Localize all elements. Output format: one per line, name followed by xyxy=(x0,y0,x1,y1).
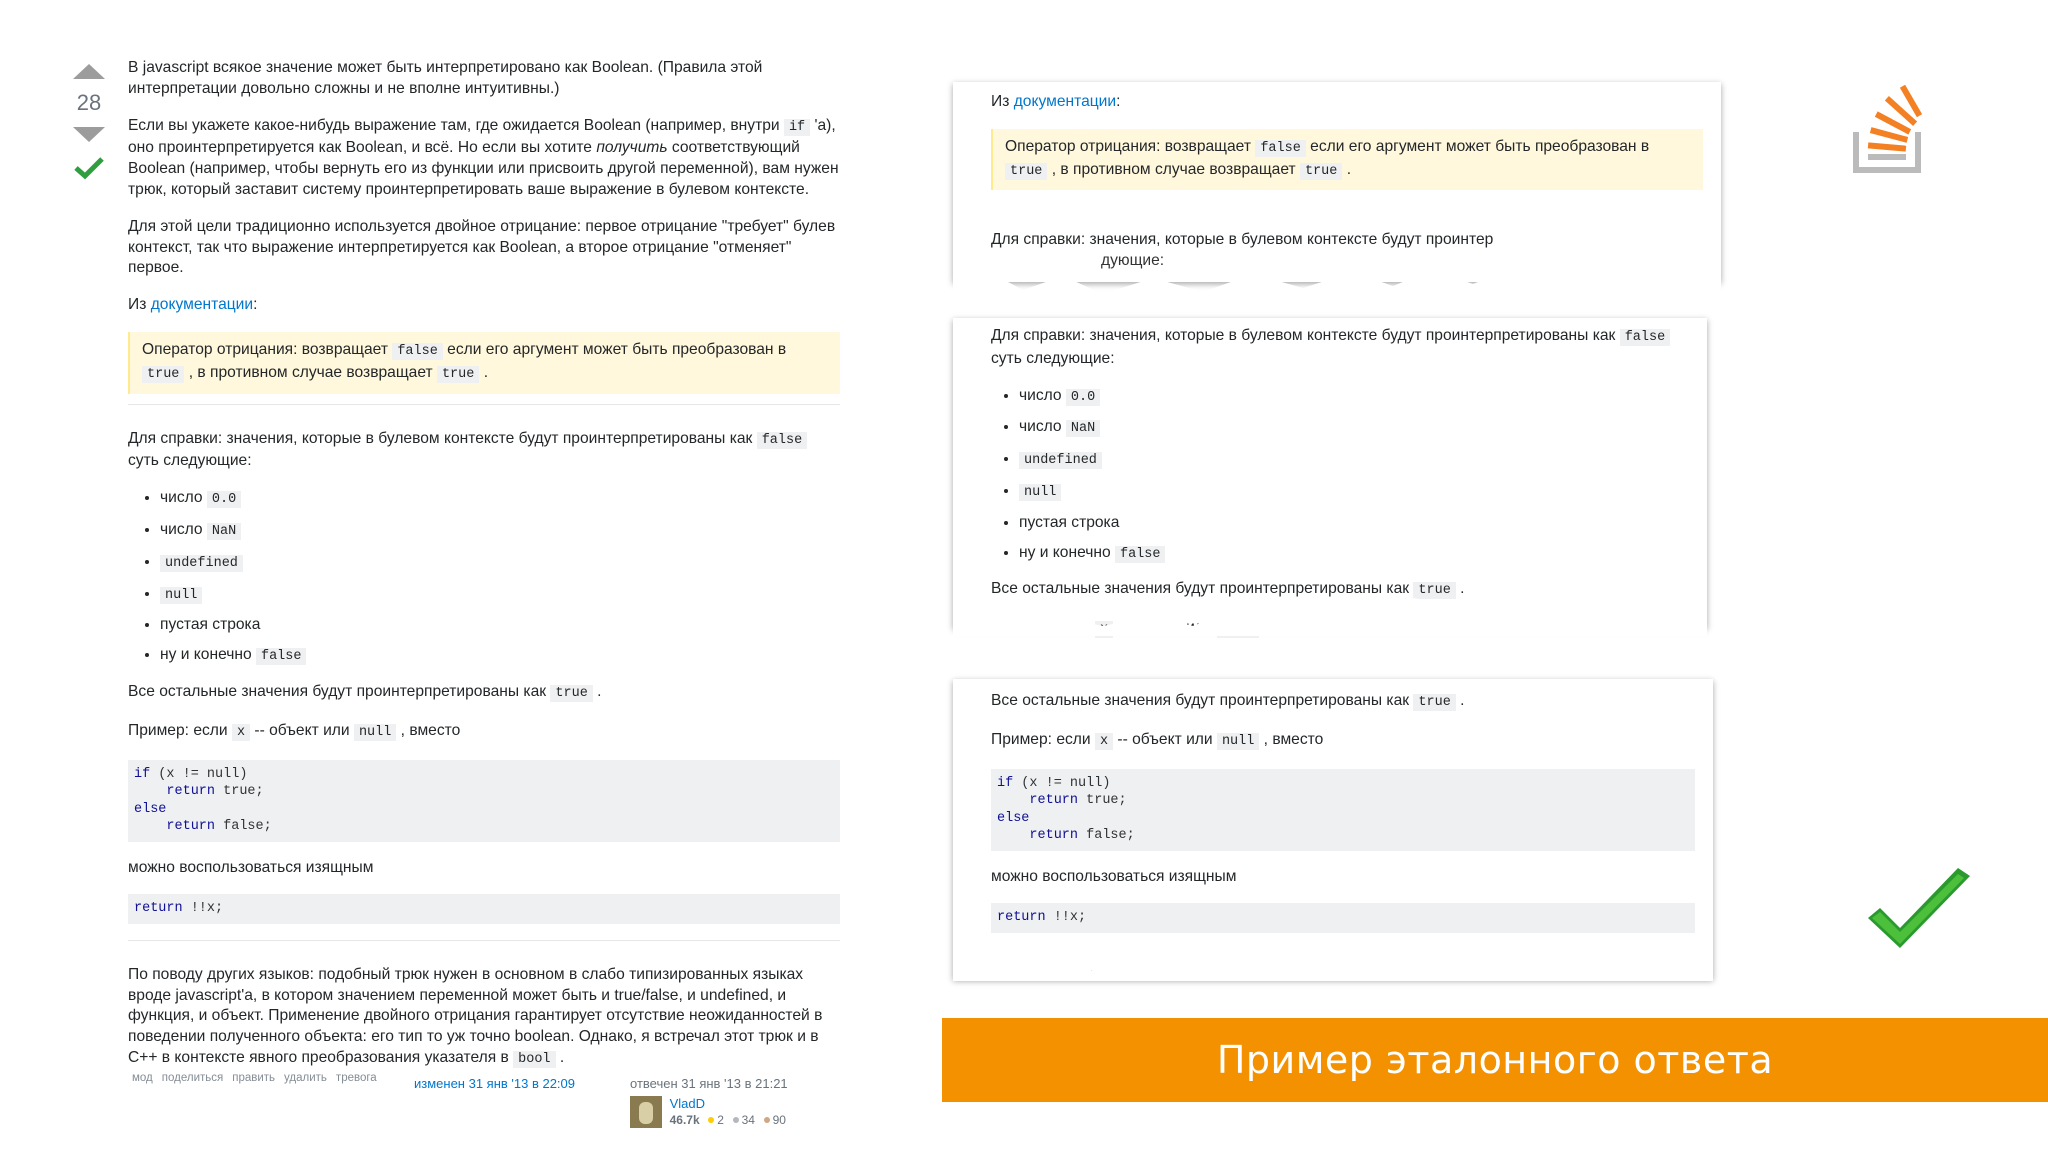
code-block xyxy=(128,760,840,842)
inline-code: false xyxy=(1115,546,1166,563)
inline-code: x xyxy=(232,724,250,741)
inline-code: true xyxy=(142,366,184,383)
list-item xyxy=(1019,543,1689,566)
falsy-values-list xyxy=(991,386,1689,566)
excerpt-paragraph xyxy=(991,691,1695,714)
inline-code: true xyxy=(437,366,479,383)
text: ну и конечно xyxy=(1019,543,1115,561)
keyword: else xyxy=(997,810,1030,826)
text: , в противном случае возвращает xyxy=(184,363,437,381)
documentation-link[interactable]: документации xyxy=(1013,93,1117,110)
text: , вместо xyxy=(396,721,461,739)
keyword: return xyxy=(1029,828,1079,844)
divider xyxy=(128,404,840,405)
list-item xyxy=(160,488,840,511)
inline-code: undefined xyxy=(160,555,243,572)
list-item xyxy=(1019,513,1689,534)
text: Все остальные значения будут проинтерпретированы как xyxy=(991,692,1414,709)
inline-code: false xyxy=(256,648,307,665)
text: Все остальные значения будут проинтерпретированы как xyxy=(128,682,551,700)
text: . xyxy=(555,1049,565,1067)
code: !!x; xyxy=(1045,910,1087,926)
upvote-arrow-icon[interactable] xyxy=(73,64,105,79)
inline-code: false xyxy=(757,432,808,449)
text: : xyxy=(253,296,258,314)
text: Пример: если xyxy=(991,730,1095,748)
blockquote xyxy=(991,129,1703,191)
inline-code: false xyxy=(1620,329,1671,346)
text: Все остальные значения будут проинтерпретированы как xyxy=(991,580,1414,598)
code-block xyxy=(991,769,1695,851)
keyword: if xyxy=(997,775,1014,791)
text: ну и конечно xyxy=(160,646,256,664)
answer-paragraph: можно воспользоваться изящным xyxy=(128,858,374,876)
flag-link[interactable]: тревога xyxy=(335,1072,377,1084)
post-actions xyxy=(132,1072,386,1084)
text: . xyxy=(1342,160,1352,178)
list-item xyxy=(160,645,840,668)
text: : xyxy=(1116,93,1121,110)
downvote-arrow-icon[interactable] xyxy=(73,127,105,142)
inline-code: undefined xyxy=(1019,452,1102,469)
excerpt-paragraph: можно воспользоваться изящным xyxy=(991,867,1237,885)
blockquote xyxy=(128,332,840,394)
excerpt-paragraph xyxy=(991,730,1695,753)
answer-paragraph: В javascript всякое значение может быть интерпретировано как Boolean. (Правила этой интерпретации довольно сложны и не вполне интуитивны.) xyxy=(128,59,763,97)
inline-code: false xyxy=(1255,140,1306,157)
keyword: if xyxy=(134,766,151,782)
inline-code: true xyxy=(1005,163,1047,180)
text: , в противном случае возвращает xyxy=(1047,160,1300,178)
text: пустая строка xyxy=(1019,513,1120,531)
inline-code: 0.0 xyxy=(1066,389,1100,406)
code: (x != null) xyxy=(150,766,248,782)
text: По поводу других языков: подобный трюк нужен в основном в слабо типизированных языках вроде javascript'а, в котором значением переменной может быть и true/false, и undefined, и функция, и объект. Применение двойного отрицания гарантирует отсутствие неожиданностей в поведении полученного объекта: его тип то уж точно boolean. Однако, я встречал этот трюк и в C++ в контексте явного преобразования указателя в xyxy=(128,965,823,1067)
answered-time: отвечен 31 янв '13 в 21:21 xyxy=(630,1076,788,1091)
vote-cell xyxy=(70,64,108,180)
text: число xyxy=(1019,418,1066,436)
code-block xyxy=(128,894,840,924)
text: число xyxy=(160,520,207,538)
edit-link[interactable]: править xyxy=(232,1072,276,1084)
excerpt-paragraph xyxy=(991,92,1703,113)
list-item xyxy=(160,584,840,607)
user-card xyxy=(630,1096,786,1128)
text: число xyxy=(1019,386,1066,404)
keyword: return xyxy=(166,784,216,800)
text: пустая строка xyxy=(160,616,261,634)
list-item xyxy=(160,552,840,575)
avatar[interactable] xyxy=(630,1096,662,1128)
user-name-link[interactable]: VladD xyxy=(669,1096,706,1111)
edited-link[interactable]: изменен 31 янв '13 в 22:09 xyxy=(414,1076,576,1091)
inline-code: null xyxy=(1019,484,1061,501)
divider xyxy=(128,940,840,941)
excerpt-paragraph xyxy=(991,326,1689,370)
documentation-link[interactable]: документации xyxy=(150,296,254,314)
checkmark-icon xyxy=(1864,868,1976,958)
text: . xyxy=(479,363,489,381)
inline-code: NaN xyxy=(207,523,241,540)
text: Для справки: значения, которые в булевом контексте будут проинтерпретированы как xyxy=(128,429,757,447)
text: 'a), оно проинтерпретируется как Boolean, и всё. Но если вы хотите xyxy=(128,116,836,157)
answer-paragraph xyxy=(128,116,840,201)
torn-edge xyxy=(953,596,1707,636)
list-item xyxy=(1019,417,1689,440)
text: -- объект или xyxy=(250,721,354,739)
delete-link[interactable]: удалить xyxy=(284,1072,327,1084)
mod-link[interactable]: мод xyxy=(132,1072,153,1084)
excerpt-card-documentation xyxy=(953,82,1721,282)
torn-edge xyxy=(953,264,1721,304)
answer-paragraph: Для этой цели традиционно используется двойное отрицание: первое отрицание "требует" булев контекст, так что выражение интерпретируется как Boolean, а второе отрицание "отменяет" первое. xyxy=(128,217,836,277)
inline-code: 0.0 xyxy=(207,491,241,508)
inline-code: null xyxy=(1217,733,1259,750)
code: true; xyxy=(215,784,264,800)
code-block xyxy=(991,903,1695,933)
text: , вместо xyxy=(1259,730,1324,748)
silver-badge-icon xyxy=(733,1117,739,1123)
list-item xyxy=(160,615,840,636)
answer-paragraph xyxy=(128,721,840,744)
accepted-check-icon xyxy=(74,156,104,180)
silver-badge-count: 34 xyxy=(741,1113,755,1127)
inline-code: bool xyxy=(513,1051,555,1068)
text: суть следующие: xyxy=(128,452,252,470)
emphasis: получить xyxy=(596,139,668,157)
text: Пример: если xyxy=(128,721,232,739)
keyword: return xyxy=(1029,793,1079,809)
code: true; xyxy=(1078,793,1127,809)
code: false; xyxy=(215,819,272,835)
excerpt-card-falsy-values xyxy=(953,318,1707,628)
answer-body xyxy=(128,58,840,1087)
text: . xyxy=(592,682,602,700)
inline-code: x xyxy=(1095,733,1113,750)
list-item xyxy=(1019,449,1689,472)
inline-code: NaN xyxy=(1066,420,1100,437)
text: Из xyxy=(991,93,1014,110)
list-item xyxy=(1019,386,1689,409)
text: Если вы укажете какое-нибудь выражение там, где ожидается Boolean (например, внутри xyxy=(128,116,784,134)
torn-text: дующие: xyxy=(1101,252,1165,270)
list-item xyxy=(160,520,840,543)
code: false; xyxy=(1078,828,1135,844)
gold-badge-count: 2 xyxy=(717,1113,724,1127)
text: если его аргумент может быть преобразован в xyxy=(1305,137,1650,155)
vote-score: 28 xyxy=(76,90,102,115)
text: число xyxy=(160,489,207,507)
text: суть следующие: xyxy=(991,349,1115,367)
share-link[interactable]: поделиться xyxy=(161,1072,224,1084)
torn-text: Для справки: значения, которые в булевом контексте будут проинтер xyxy=(991,231,1494,249)
text: . xyxy=(1455,692,1465,709)
list-item xyxy=(1019,481,1689,504)
stackoverflow-logo-icon xyxy=(1852,84,1922,174)
text: Оператор отрицания: возвращает xyxy=(1005,137,1256,155)
text: . xyxy=(1455,580,1465,598)
text: -- объект или xyxy=(1113,730,1217,748)
answer-paragraph xyxy=(128,429,840,473)
keyword: else xyxy=(134,801,167,817)
excerpt-card-example xyxy=(953,679,1713,979)
inline-code: true xyxy=(550,685,592,702)
bronze-badge-icon xyxy=(764,1117,770,1123)
text: соответствующий Boolean (например, чтобы вернуть его из функции или присвоить другой переменной), вам нужен трюк, который заставит систему проинтерпретировать ваше выражение в булевом контексте. xyxy=(128,139,839,198)
answer-paragraph xyxy=(128,295,840,316)
inline-code: null xyxy=(354,724,396,741)
keyword: return xyxy=(997,910,1046,926)
text: Оператор отрицания: возвращает xyxy=(142,340,393,358)
inline-code: if xyxy=(784,119,810,136)
inline-code: false xyxy=(392,343,443,360)
keyword: return xyxy=(134,901,183,917)
keyword: return xyxy=(166,819,216,835)
inline-code: null xyxy=(160,587,202,604)
bronze-badge-count: 90 xyxy=(772,1113,786,1127)
text: Из xyxy=(128,296,151,314)
inline-code: true xyxy=(1413,582,1455,599)
slide-caption-banner: Пример эталонного ответа xyxy=(942,1018,2048,1102)
text: если его аргумент может быть преобразован в xyxy=(442,340,787,358)
inline-code: true xyxy=(1413,694,1455,711)
reputation: 46.7k xyxy=(669,1113,700,1127)
falsy-values-list xyxy=(128,488,840,668)
code: (x != null) xyxy=(1013,775,1111,791)
user-info xyxy=(670,1096,786,1128)
text: Для справки: значения, которые в булевом контексте будут проинтерпретированы как xyxy=(991,327,1620,344)
gold-badge-icon xyxy=(708,1117,714,1123)
torn-edge xyxy=(953,941,1713,981)
answer-paragraph xyxy=(128,682,840,705)
code: !!x; xyxy=(182,901,224,917)
answer-paragraph xyxy=(128,965,840,1071)
inline-code: true xyxy=(1300,163,1342,180)
